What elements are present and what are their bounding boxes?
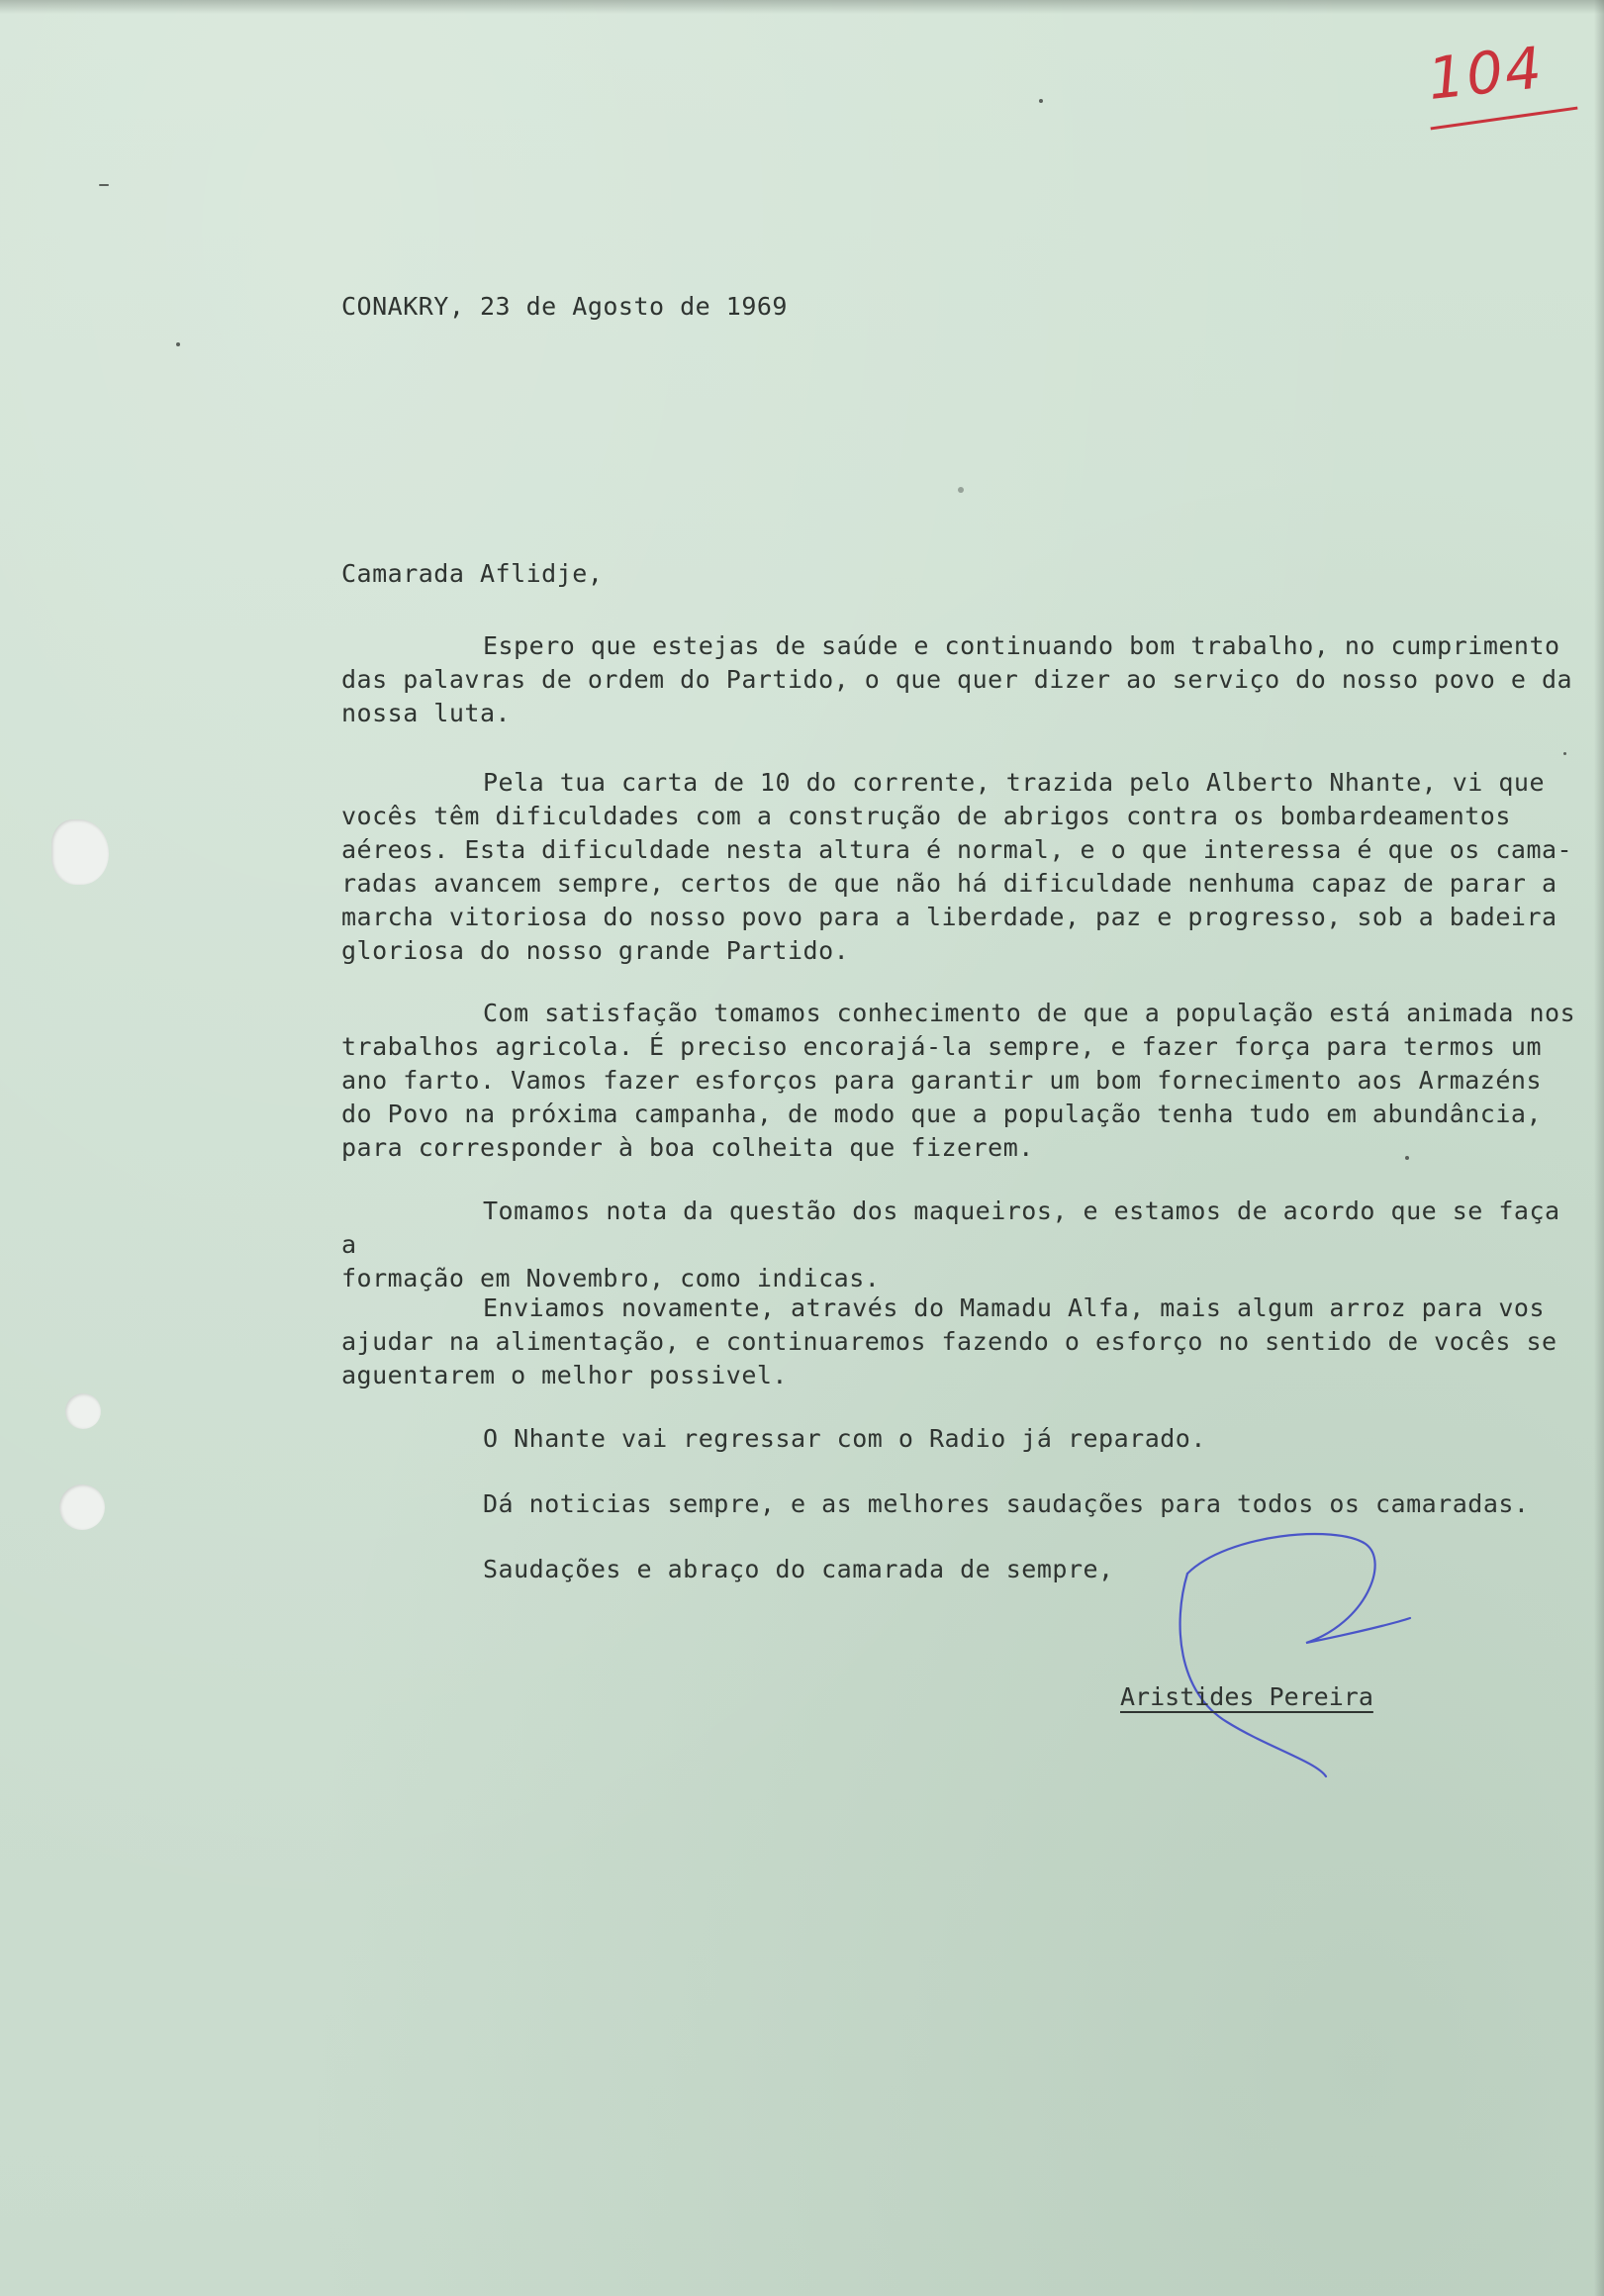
paragraph-8: Saudações e abraço do camarada de sempre,	[483, 1555, 1114, 1583]
page-number: 104	[1424, 34, 1547, 113]
handwritten-signature	[1168, 1504, 1415, 1781]
paragraph-5: Enviamos novamente, através do Mamadu Alfa, mais algum arroz para vos ajudar na alimentação, e continuaremos fazendo o esforço no sentido de vocês se aguentarem o melhor possivel.	[341, 1293, 1557, 1389]
signer-name: Aristides Pereira	[1120, 1682, 1373, 1711]
ink-speck	[958, 487, 964, 493]
ink-speck	[1563, 752, 1566, 755]
punch-hole-top	[51, 819, 109, 885]
paragraph-6: O Nhante vai regressar com o Radio já reparado.	[483, 1424, 1206, 1453]
dateline: CONAKRY, 23 de Agosto de 1969	[341, 292, 788, 321]
punch-hole-bottom	[59, 1484, 105, 1530]
paper-right-edge	[1594, 0, 1604, 2296]
paper-top-edge	[0, 0, 1604, 14]
salutation: Camarada Aflidje,	[341, 559, 604, 588]
paragraph-2: Pela tua carta de 10 do corrente, trazida pelo Alberto Nhante, vi que vocês têm dificuldades com a construção de abrigos contra os bombardeamentos aéreos. Esta dificuldade nesta altura é normal, e o que interessa é que os cama- radas avancem sempre, certos de que não há dificuldade nenhuma capaz de parar a marcha vitoriosa do nosso povo para a liberdade, paz e progresso, sob a badeira gloriosa do nosso grande Partido.	[341, 768, 1573, 965]
ink-speck	[1039, 99, 1043, 103]
ink-speck	[99, 184, 109, 186]
paragraph-7: Dá noticias sempre, e as melhores saudações para todos os camaradas.	[483, 1489, 1530, 1518]
paragraph-1: Espero que estejas de saúde e continuando bom trabalho, no cumprimento das palavras de ordem do Partido, o que quer dizer ao serviço do nosso povo e da nossa luta.	[341, 631, 1573, 727]
paragraph-4: Tomamos nota da questão dos maqueiros, e estamos de acordo que se faça a formação em Novembro, como indicas.	[341, 1196, 1560, 1292]
punch-hole-middle	[65, 1393, 101, 1429]
ink-speck	[1405, 1156, 1409, 1160]
paragraph-3: Com satisfação tomamos conhecimento de que a população está animada nos trabalhos agricola. É preciso encorajá-la sempre, e fazer força para termos um ano farto. Vamos fazer esforços para garantir um bom fornecimento aos Armazéns do Povo na próxima campanha, de modo que a população tenha tudo em abundância, para corresponder à boa colheita que fizerem.	[341, 999, 1576, 1162]
ink-speck	[176, 342, 180, 346]
